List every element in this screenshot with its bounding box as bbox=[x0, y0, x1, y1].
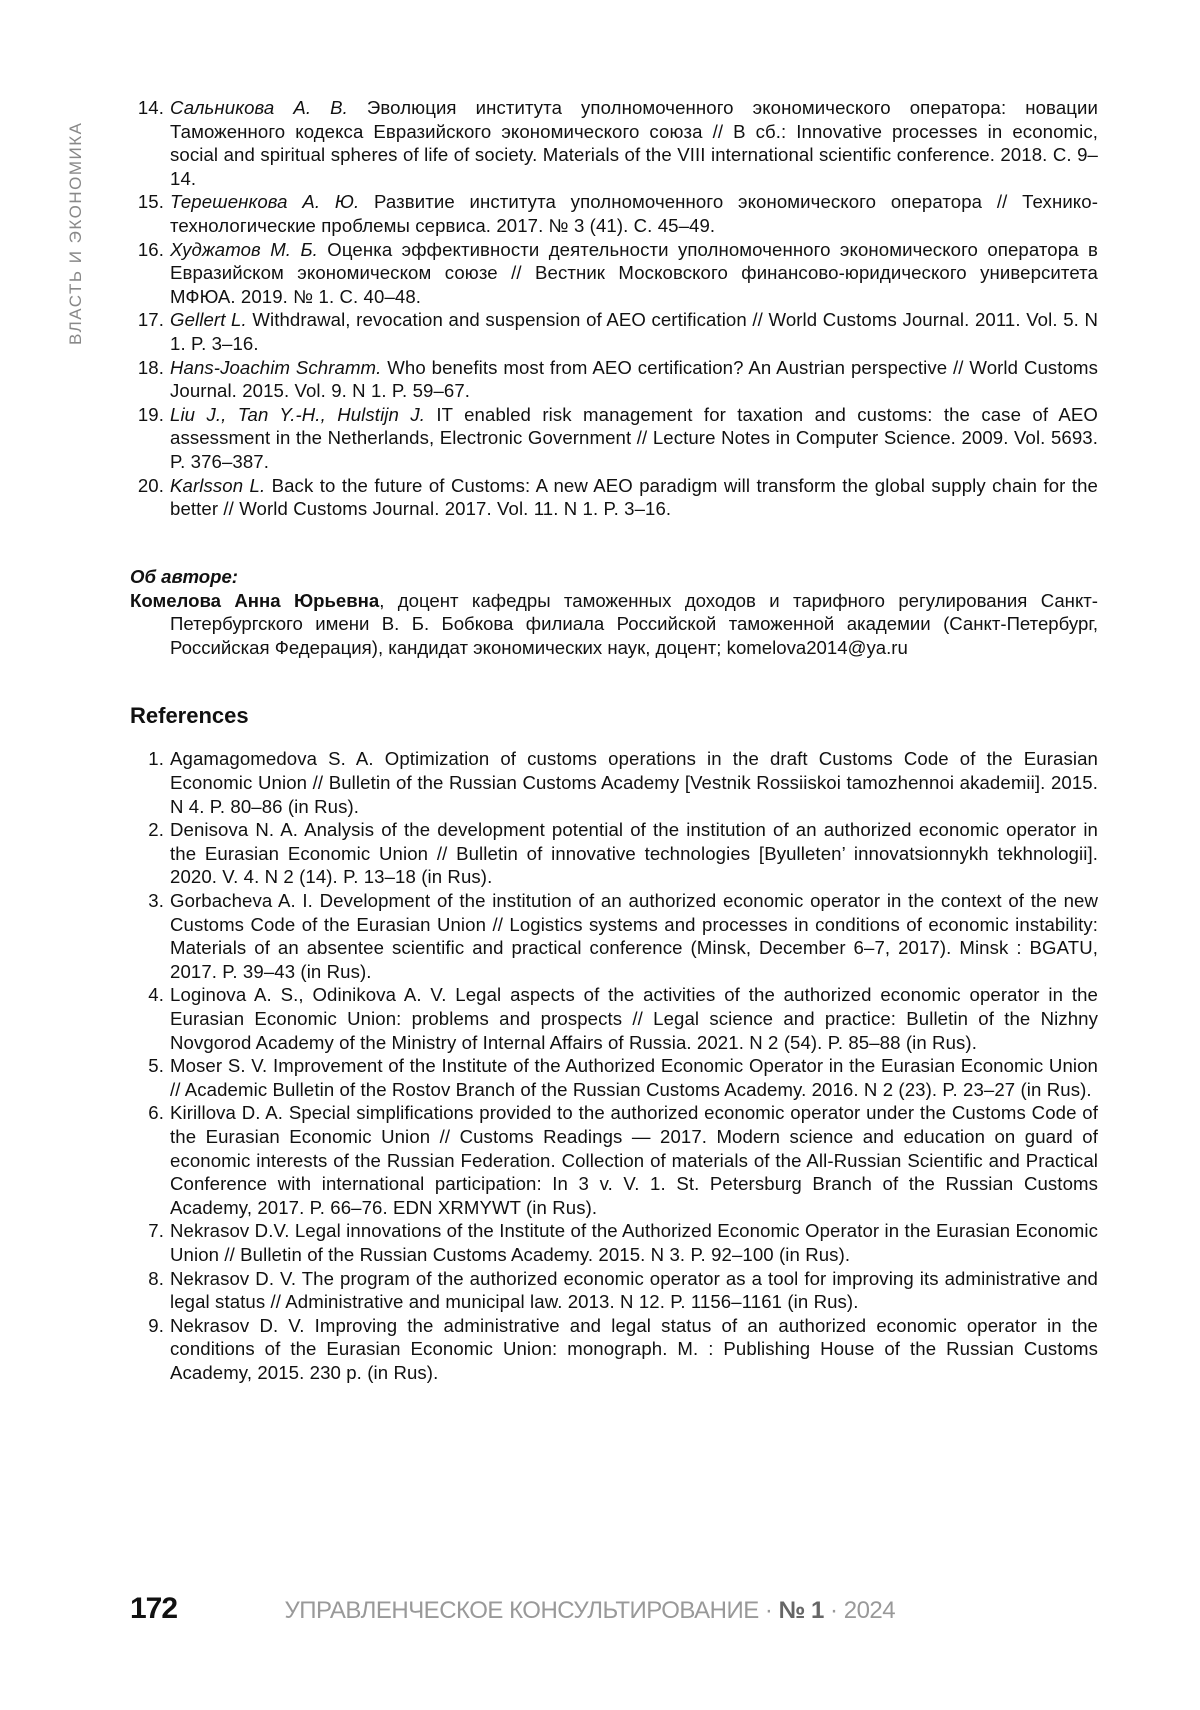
issue-number: № 1 bbox=[779, 1597, 824, 1624]
reference-number: 15. bbox=[130, 190, 164, 214]
reference-number: 17. bbox=[130, 308, 164, 332]
separator: · bbox=[830, 1597, 838, 1624]
reference-author: Худжатов М. Б. bbox=[170, 239, 318, 260]
reference-text: Back to the future of Customs: A new AEO paradigm will transform the global supply chain for the better // World Customs Journal. 2017. Vol. 11. N 1. P. 3–16. bbox=[170, 475, 1098, 520]
author-details: , доцент кафедры таможенных доходов и тарифного регулирования Санкт-Петербургского имени В. Б. Бобкова филиала Российской таможенной академии (Санкт-Петербург, Российская Федерация), кандидат экономических наук, доцент; komelova2014@ya.ru bbox=[170, 590, 1098, 658]
author-name: Комелова Анна Юрьевна bbox=[130, 590, 379, 611]
reference-text: Gorbacheva A. I. Development of the institution of an authorized economic operator in the context of the new Customs Code of the Eurasian Union // Logistics systems and processes in conditions of economic instability: Materials of an absentee scientific and practical conference (Minsk, December 6–7, 2017). Minsk : BGATU, 2017. P. 39–43 (in Rus). bbox=[170, 890, 1098, 982]
separator: · bbox=[765, 1597, 773, 1624]
reference-author: Liu J., Tan Y.-H., Hulstijn J. bbox=[170, 404, 425, 425]
reference-number: 18. bbox=[130, 356, 164, 380]
journal-name: УПРАВЛЕНЧЕСКОЕ КОНСУЛЬТИРОВАНИЕ bbox=[284, 1597, 758, 1624]
reference-text: Эволюция института уполномоченного экономического оператора: новации Таможенного кодекса Евразийского экономического союза // В сб.: Innovative processes in economic, social and spiritual spheres of life of society. Materials of the VIII international scientific conference. 2018. С. 9–14. bbox=[170, 97, 1098, 189]
reference-item bbox=[130, 1267, 1098, 1314]
reference-item bbox=[130, 96, 1098, 190]
reference-text: Who benefits most from AEO certification? An Austrian perspective // World Customs Journal. 2015. Vol. 9. N 1. P. 59–67. bbox=[170, 357, 1098, 402]
reference-item bbox=[130, 889, 1098, 983]
reference-item bbox=[130, 1314, 1098, 1385]
year: 2024 bbox=[844, 1597, 895, 1624]
reference-author: Терешенкова А. Ю. bbox=[170, 191, 359, 212]
reference-text: Withdrawal, revocation and suspension of AEO certification // World Customs Journal. 2011. Vol. 5. N 1. P. 3–16. bbox=[170, 309, 1098, 354]
reference-number: 19. bbox=[130, 403, 164, 427]
reference-text: Denisova N. A. Analysis of the development potential of the institution of an authorized economic operator in the Eurasian Economic Union // Bulletin of innovative technologies [Byulleten’ innovatsionnykh tekhnologii]. 2020. V. 4. N 2 (14). P. 13–18 (in Rus). bbox=[170, 819, 1098, 887]
reference-text: Moser S. V. Improvement of the Institute of the Authorized Economic Operator in the Eurasian Economic Union // Academic Bulletin of the Rostov Branch of the Russian Customs Academy. 2016. N 2 (23). P. 23–27 (in Rus). bbox=[170, 1055, 1098, 1100]
reference-text: Kirillova D. A. Special simplifications provided to the authorized economic operator under the Customs Code of the Eurasian Economic Union // Customs Readings — 2017. Modern science and education on guard of economic interests of the Russian Federation. Collection of materials of the All-Russian Scientific and Practical Conference with international participation: In 3 v. V. 1. St. Petersburg Branch of the Russian Customs Academy, 2017. P. 66–76. EDN XRMYWT (in Rus). bbox=[170, 1102, 1098, 1217]
reference-list-english bbox=[130, 747, 1098, 1384]
reference-text: IT enabled risk management for taxation and customs: the case of AEO assessment in the Netherlands, Electronic Government // Lecture Notes in Computer Science. 2009. Vol. 5693. P. 376–387. bbox=[170, 404, 1098, 472]
reference-text: Loginova A. S., Odinikova A. V. Legal aspects of the activities of the authorized economic operator in the Eurasian Economic Union: problems and prospects // Legal science and practice: Bulletin of the Nizhny Novgorod Academy of the Ministry of Internal Affairs of Russia. 2021. N 2 (54). P. 85–88 (in Rus). bbox=[170, 984, 1098, 1052]
reference-number: 7. bbox=[130, 1219, 164, 1243]
reference-list-russian bbox=[130, 96, 1098, 521]
reference-item bbox=[130, 1219, 1098, 1266]
reference-number: 8. bbox=[130, 1267, 164, 1291]
reference-item bbox=[130, 1054, 1098, 1101]
reference-number: 16. bbox=[130, 238, 164, 262]
page-content bbox=[130, 96, 1098, 1385]
reference-number: 14. bbox=[130, 96, 164, 120]
reference-number: 3. bbox=[130, 889, 164, 913]
journal-title bbox=[284, 1597, 895, 1624]
reference-number: 20. bbox=[130, 474, 164, 498]
reference-number: 4. bbox=[130, 983, 164, 1007]
page-number: 172 bbox=[130, 1592, 280, 1626]
reference-text: Agamagomedova S. A. Optimization of customs operations in the draft Customs Code of the Eurasian Economic Union // Bulletin of the Russian Customs Academy [Vestnik Rossiiskoi tamozhennoi akademii]. 2015. N 4. P. 80–86 (in Rus). bbox=[170, 748, 1098, 816]
reference-text: Nekrasov D. V. The program of the authorized economic operator as a tool for improving its administrative and legal status // Administrative and municipal law. 2013. N 12. P. 1156–1161 (in Rus). bbox=[170, 1268, 1098, 1313]
reference-item bbox=[130, 747, 1098, 818]
reference-number: 5. bbox=[130, 1054, 164, 1078]
reference-author: Karlsson L. bbox=[170, 475, 265, 496]
section-running-title: ВЛАСТЬ И ЭКОНОМИКА bbox=[66, 122, 86, 345]
reference-author: Hans-Joachim Schramm. bbox=[170, 357, 381, 378]
reference-text: Развитие института уполномоченного экономического оператора // Технико-технологические проблемы сервиса. 2017. № 3 (41). С. 45–49. bbox=[170, 191, 1098, 236]
reference-item bbox=[130, 403, 1098, 474]
reference-author: Сальникова А. В. bbox=[170, 97, 348, 118]
reference-item bbox=[130, 238, 1098, 309]
reference-item bbox=[130, 818, 1098, 889]
reference-number: 9. bbox=[130, 1314, 164, 1338]
reference-text: Nekrasov D. V. Improving the administrative and legal status of an authorized economic operator in the conditions of the Eurasian Economic Union: monograph. M. : Publishing House of the Russian Customs Academy, 2015. 230 p. (in Rus). bbox=[170, 1315, 1098, 1383]
reference-item bbox=[130, 356, 1098, 403]
reference-number: 1. bbox=[130, 747, 164, 771]
reference-item bbox=[130, 983, 1098, 1054]
reference-item bbox=[130, 308, 1098, 355]
reference-number: 6. bbox=[130, 1101, 164, 1125]
reference-number: 2. bbox=[130, 818, 164, 842]
reference-text: Nekrasov D.V. Legal innovations of the Institute of the Authorized Economic Operator in the Eurasian Economic Union // Bulletin of the Russian Customs Academy. 2015. N 3. P. 92–100 (in Rus). bbox=[170, 1220, 1098, 1265]
about-author-heading: Об авторе: bbox=[130, 565, 1098, 589]
about-author-text bbox=[130, 589, 1098, 660]
page-footer bbox=[130, 1592, 895, 1626]
reference-item bbox=[130, 1101, 1098, 1219]
reference-author: Gellert L. bbox=[170, 309, 247, 330]
references-heading: References bbox=[130, 703, 1098, 729]
reference-item bbox=[130, 474, 1098, 521]
reference-item bbox=[130, 190, 1098, 237]
reference-text: Оценка эффективности деятельности уполномоченного экономического оператора в Евразийском экономическом союзе // Вестник Московского финансово-юридического университета МФЮА. 2019. № 1. С. 40–48. bbox=[170, 239, 1098, 307]
